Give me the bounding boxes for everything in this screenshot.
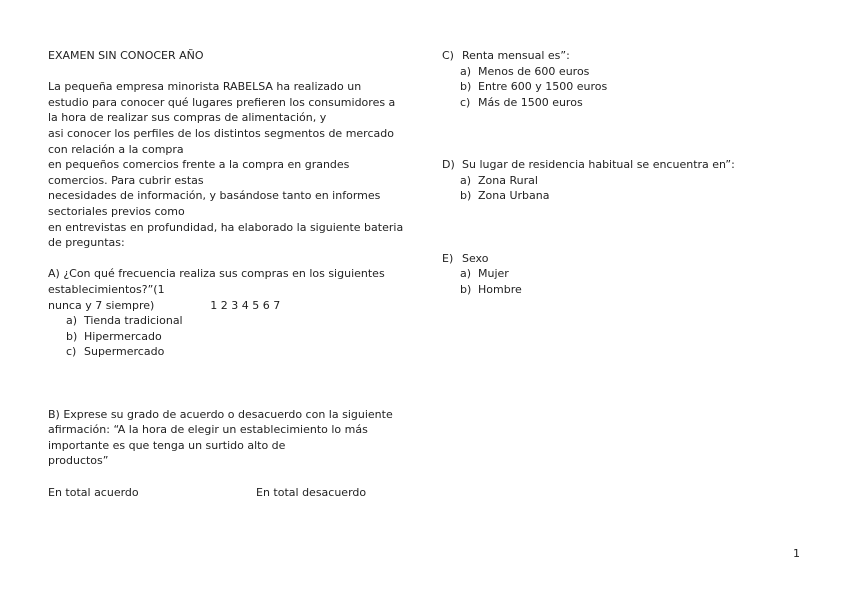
question-marker: D)	[442, 158, 455, 172]
option-marker: a)	[460, 64, 472, 78]
option-item	[442, 64, 762, 80]
question-c-title: Renta mensual es”:	[462, 49, 570, 62]
question-d-title: Su lugar de residencia habitual se encuentra en”:	[462, 158, 735, 172]
question-marker: C)	[442, 49, 454, 62]
question-a-text: establecimientos?”(1	[48, 282, 165, 296]
option-label: Hipermercado	[84, 329, 162, 343]
intro-line: necesidades de información, y basándose tanto en informes	[48, 189, 381, 203]
left-column	[48, 48, 418, 500]
option-item	[442, 95, 762, 111]
question-b-text: B) Exprese su grado de acuerdo o desacuerdo con la siguiente	[48, 407, 393, 421]
question-d	[442, 157, 762, 204]
option-label: Más de 1500 euros	[478, 95, 583, 109]
question-a	[48, 266, 418, 360]
option-item	[48, 329, 418, 345]
question-a-text: nunca y 7 siempre)	[48, 298, 155, 312]
intro-line: de preguntas:	[48, 236, 125, 250]
agreement-scale	[48, 485, 418, 501]
frequency-scale: 1 2 3 4 5 6 7	[210, 298, 281, 312]
option-marker: b)	[66, 329, 78, 343]
question-marker: E)	[442, 251, 454, 265]
intro-line: la hora de realizar sus compras de alimentación, y	[48, 111, 327, 125]
option-label: Zona Urbana	[478, 189, 550, 203]
option-marker: b)	[460, 80, 472, 94]
option-item	[442, 173, 762, 189]
question-b-text: importante es que tenga un surtido alto de	[48, 438, 286, 452]
option-marker: b)	[460, 282, 472, 296]
option-label: Tienda tradicional	[84, 314, 183, 328]
option-label: Zona Rural	[478, 173, 538, 187]
question-c	[442, 48, 762, 110]
intro-paragraph	[48, 79, 418, 251]
option-label: Mujer	[478, 267, 509, 281]
question-b-text: productos”	[48, 454, 109, 468]
option-item	[442, 79, 762, 95]
option-marker: a)	[460, 267, 472, 281]
option-marker: a)	[460, 173, 472, 187]
option-label: Supermercado	[84, 345, 165, 359]
page-number: 1	[793, 547, 800, 560]
option-marker: c)	[66, 345, 77, 359]
option-label: Menos de 600 euros	[478, 64, 590, 78]
option-item	[48, 344, 418, 360]
intro-line: comercios. Para cubrir estas	[48, 173, 204, 187]
exam-title: EXAMEN SIN CONOCER AÑO	[48, 49, 204, 62]
intro-line: estudio para conocer qué lugares prefieren los consumidores a	[48, 95, 396, 109]
question-b-text: afirmación: “A la hora de elegir un establecimiento lo más	[48, 423, 368, 437]
option-marker: c)	[460, 95, 471, 109]
right-column	[442, 48, 762, 298]
option-marker: b)	[460, 189, 472, 203]
intro-line: La pequeña empresa minorista RABELSA ha realizado un	[48, 80, 362, 94]
option-item	[48, 313, 418, 329]
question-b	[48, 407, 418, 501]
option-item	[442, 282, 762, 298]
intro-line: asi conocer los perfiles de los distintos segmentos de mercado	[48, 126, 394, 140]
disagree-label: En total desacuerdo	[256, 485, 367, 499]
agree-label: En total acuerdo	[48, 485, 139, 499]
question-a-text: A) ¿Con qué frecuencia realiza sus compras en los siguientes	[48, 267, 385, 281]
question-e-title: Sexo	[462, 251, 489, 265]
intro-line: sectoriales previos como	[48, 204, 185, 218]
intro-line: en entrevistas en profundidad, ha elaborado la siguiente bateria	[48, 220, 404, 234]
intro-line: en pequeños comercios frente a la compra en grandes	[48, 158, 350, 172]
option-item	[442, 188, 762, 204]
intro-line: con relación a la compra	[48, 142, 184, 156]
option-marker: a)	[66, 314, 78, 328]
question-e	[442, 251, 762, 298]
option-label: Hombre	[478, 282, 522, 296]
option-label: Entre 600 y 1500 euros	[478, 80, 608, 94]
option-item	[442, 266, 762, 282]
